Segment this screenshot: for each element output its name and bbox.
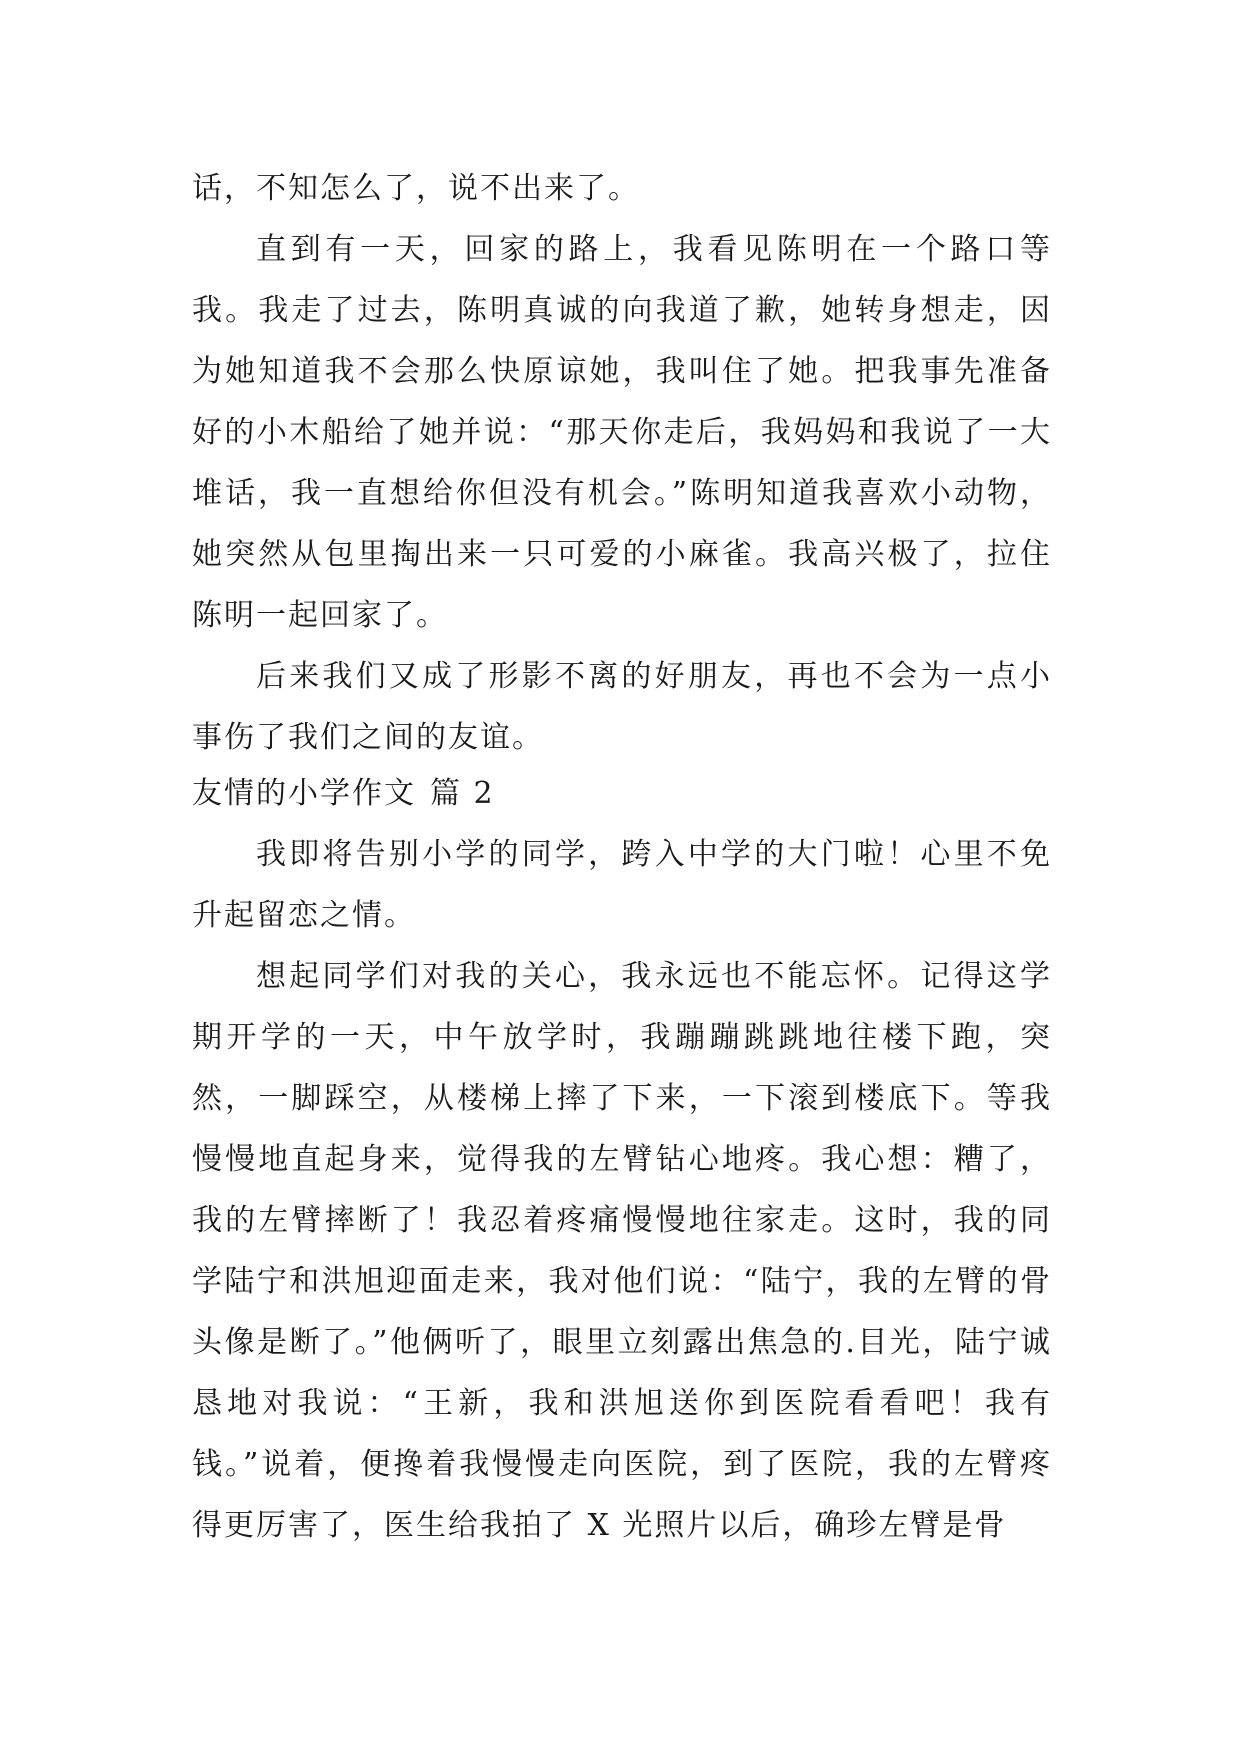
paragraph: 后来我们又成了形影不离的好朋友，再也不会为一点小事伤了我们之间的友谊。 [192, 659, 1052, 755]
section-title: 友情的小学作文 [192, 776, 416, 811]
paragraph: 我即将告别小学的同学，跨入中学的大门啦！心里不免升起留恋之情。 [192, 837, 1052, 933]
paragraph: 直到有一天，回家的路上，我看见陈明在一个路口等我。我走了过去，陈明真诚的向我道了歉，她转身想走，因为她知道我不会那么快原谅她，我叫住了她。把我事先准备好的小木船给了她并说：“那天你走后，我妈妈和我说了一大堆话，我一直想给你但没有机会。”陈明知道我喜欢小动物，她突然从包里掏出来一只可爱的小麻雀。我高兴极了，拉住陈明一起回家了。 [192, 232, 1052, 633]
paragraph: 想起同学们对我的关心，我永远也不能忘怀。记得这学期开学的一天，中午放学时，我蹦蹦跳跳地往楼下跑，突然，一脚踩空，从楼梯上摔了下来，一下滚到楼底下。等我慢慢地直起身来，觉得我的左臂钻心地疼。我心想：糟了，我的左臂摔断了！我忍着疼痛慢慢地往家走。这时，我的同学陆宁和洪旭迎面走来，我对他们说：“陆宁，我的左臂的骨头像是断了。”他俩听了，眼里立刻露出焦急的.目光，陆宁诚恳地对我说：“王新，我和洪旭送你到医院看看吧！我有钱。”说着，便搀着我慢慢走向医院，到了医院，我的左臂疼得更厉害了，医生给我拍了 X 光照片以后，确珍左臂是骨 [192, 959, 1052, 1543]
essay-part-1 [192, 158, 1052, 768]
essay-section-2 [192, 763, 1052, 1556]
section-number-label: 篇 2 [430, 776, 495, 811]
section-heading [192, 763, 1052, 824]
continuation-paragraph: 话，不知怎么了，说不出来了。 [192, 171, 640, 206]
